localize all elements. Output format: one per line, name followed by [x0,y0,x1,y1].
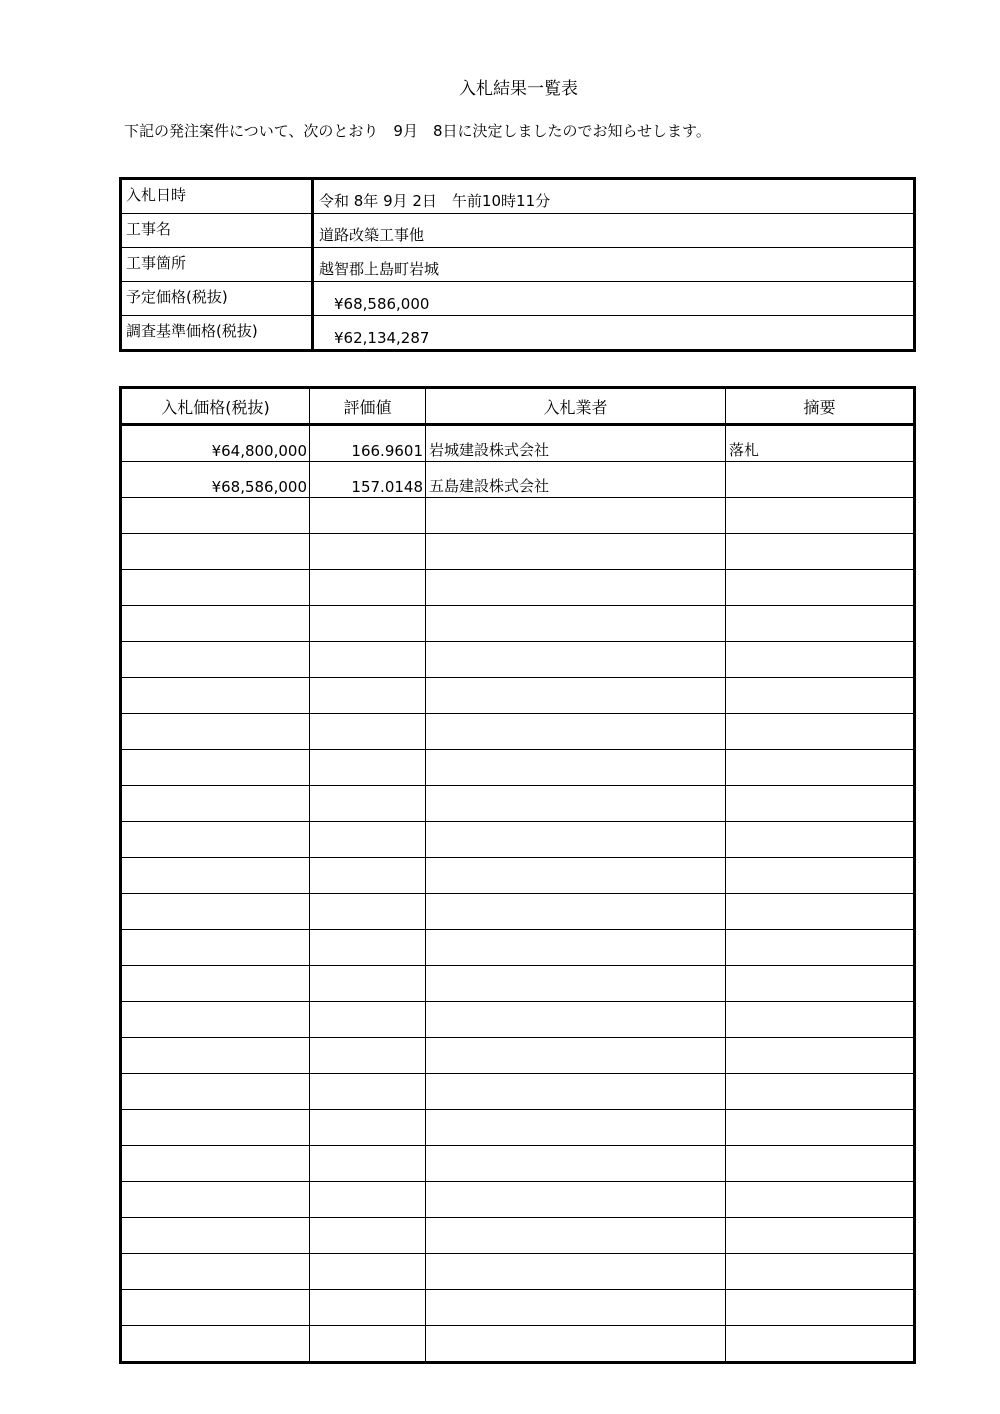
bid-price-cell [121,534,310,570]
bid-price-cell [121,714,310,750]
empty-table-row [121,1074,915,1110]
score-cell [310,1074,426,1110]
bidder-cell [426,858,726,894]
score-cell [310,1038,426,1074]
empty-table-row [121,894,915,930]
remark-cell [726,1038,915,1074]
bidder-cell [426,1290,726,1326]
remark-cell [726,498,915,534]
empty-table-row [121,858,915,894]
remark-cell [726,570,915,606]
score-cell [310,1290,426,1326]
remark-cell [726,1182,915,1218]
bid-price-cell [121,678,310,714]
score-cell [310,1326,426,1363]
remark-cell [726,1290,915,1326]
bidder-cell [426,1038,726,1074]
score-cell [310,570,426,606]
score-cell [310,966,426,1002]
info-row [121,316,915,351]
score-cell [310,786,426,822]
empty-table-row [121,1038,915,1074]
info-row [121,282,915,316]
score-cell [310,1218,426,1254]
score-cell [310,822,426,858]
score-cell [310,534,426,570]
remark-cell [726,1218,915,1254]
bid-price-cell [121,966,310,1002]
info-value: 令和 8年 9月 2日 午前10時11分 [313,179,915,214]
empty-table-row [121,1110,915,1146]
bidder-cell [426,606,726,642]
empty-table-row [121,606,915,642]
empty-table-row [121,570,915,606]
bid-price-cell [121,1002,310,1038]
info-value: ¥62,134,287 [313,316,915,351]
remark-cell [726,1326,915,1363]
info-label: 工事箇所 [121,248,313,282]
bid-price-cell [121,1074,310,1110]
bid-price-cell [121,1182,310,1218]
score-cell [310,858,426,894]
bid-price-cell [121,1254,310,1290]
bid-price-cell [121,1326,310,1363]
score-cell: 157.0148 [310,462,426,498]
bid-price-cell [121,750,310,786]
remark-cell [726,1146,915,1182]
bid-price-cell [121,930,310,966]
remark-cell [726,1002,915,1038]
empty-table-row [121,534,915,570]
bid-price-cell [121,894,310,930]
bidder-cell [426,786,726,822]
info-value: 道路改築工事他 [313,214,915,248]
bid-price-cell [121,606,310,642]
score-cell [310,1254,426,1290]
remark-cell [726,462,915,498]
bid-results-table [119,386,916,1364]
score-cell [310,714,426,750]
bid-price-cell [121,822,310,858]
bidder-cell [426,642,726,678]
remark-cell [726,858,915,894]
empty-table-row [121,1254,915,1290]
bidder-cell [426,1254,726,1290]
bid-price-cell [121,786,310,822]
score-cell [310,930,426,966]
results-header-row [121,388,915,425]
empty-table-row [121,750,915,786]
remark-cell [726,750,915,786]
remark-cell [726,894,915,930]
bid-price-cell [121,570,310,606]
bidder-cell [426,750,726,786]
info-label: 予定価格(税抜) [121,282,313,316]
bidder-cell [426,1146,726,1182]
info-row [121,248,915,282]
empty-table-row [121,714,915,750]
info-row [121,214,915,248]
remark-cell [726,606,915,642]
empty-table-row [121,1290,915,1326]
bidder-cell [426,1326,726,1363]
empty-table-row [121,678,915,714]
empty-table-row [121,1218,915,1254]
bidder-cell [426,894,726,930]
header-score: 評価値 [310,388,426,425]
remark-cell [726,678,915,714]
bid-price-cell [121,1290,310,1326]
bidder-cell [426,570,726,606]
empty-table-row [121,1146,915,1182]
score-cell [310,606,426,642]
score-cell [310,642,426,678]
bidder-cell [426,930,726,966]
bidder-cell [426,822,726,858]
remark-cell: 落札 [726,425,915,462]
bid-price-cell: ¥64,800,000 [121,425,310,462]
info-label: 工事名 [121,214,313,248]
header-bidder: 入札業者 [426,388,726,425]
bid-price-cell [121,1110,310,1146]
empty-table-row [121,786,915,822]
remark-cell [726,534,915,570]
bidder-cell: 岩城建設株式会社 [426,425,726,462]
score-cell [310,1146,426,1182]
bid-info-table [119,177,916,352]
score-cell [310,1110,426,1146]
bidder-cell [426,534,726,570]
bidder-cell [426,678,726,714]
bid-price-cell [121,1038,310,1074]
remark-cell [726,822,915,858]
empty-table-row [121,822,915,858]
score-cell: 166.9601 [310,425,426,462]
score-cell [310,678,426,714]
bidder-cell [426,714,726,750]
header-remark: 摘要 [726,388,915,425]
remark-cell [726,966,915,1002]
bidder-cell [426,498,726,534]
remark-cell [726,1254,915,1290]
score-cell [310,1182,426,1218]
bidder-cell [426,966,726,1002]
bid-price-cell: ¥68,586,000 [121,462,310,498]
document-title: 入札結果一覧表 [459,79,578,99]
empty-table-row [121,966,915,1002]
remark-cell [726,786,915,822]
remark-cell [726,930,915,966]
remark-cell [726,1110,915,1146]
empty-table-row [121,1002,915,1038]
score-cell [310,1002,426,1038]
bidder-cell [426,1218,726,1254]
bid-price-cell [121,1218,310,1254]
empty-table-row [121,930,915,966]
bid-price-cell [121,1146,310,1182]
score-cell [310,498,426,534]
document-intro: 下記の発注案件について、次のとおり 9月 8日に決定しましたのでお知らせします。 [124,122,711,140]
info-label: 調査基準価格(税抜) [121,316,313,351]
remark-cell [726,642,915,678]
bid-price-cell [121,642,310,678]
empty-table-row [121,1182,915,1218]
header-bid-price: 入札価格(税抜) [121,388,310,425]
table-row [121,425,915,462]
empty-table-row [121,642,915,678]
bidder-cell [426,1110,726,1146]
info-value: 越智郡上島町岩城 [313,248,915,282]
bid-price-cell [121,858,310,894]
bidder-cell: 五島建設株式会社 [426,462,726,498]
bidder-cell [426,1074,726,1110]
score-cell [310,750,426,786]
info-label: 入札日時 [121,179,313,214]
remark-cell [726,714,915,750]
bidder-cell [426,1182,726,1218]
remark-cell [726,1074,915,1110]
info-row [121,179,915,214]
score-cell [310,894,426,930]
empty-table-row [121,1326,915,1363]
bidder-cell [426,1002,726,1038]
bid-price-cell [121,498,310,534]
empty-table-row [121,498,915,534]
info-value: ¥68,586,000 [313,282,915,316]
table-row [121,462,915,498]
